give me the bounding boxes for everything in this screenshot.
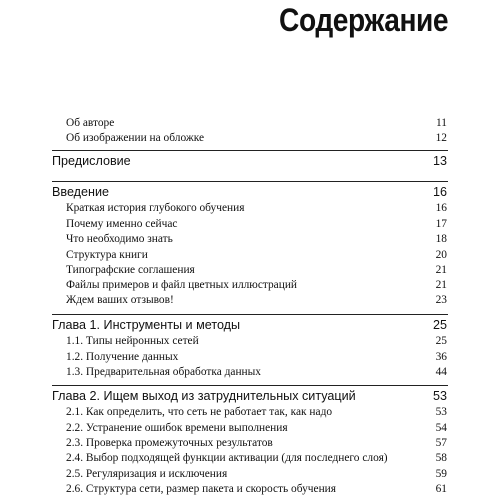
toc-entry-page: 53 [435,406,447,418]
toc-entry[interactable] [66,468,447,484]
toc-entry-label: 2.5. Регуляризация и исключения [66,468,228,480]
section-divider [52,385,448,386]
toc-entry-about-author[interactable] [66,117,447,133]
toc-entry-label: Типографские соглашения [66,264,195,276]
toc-entry[interactable] [66,249,447,265]
toc-entry-label: Об изображении на обложке [66,132,205,144]
toc-entry-label: 2.1. Как определить, что сеть не работает так, как надо [66,406,333,418]
toc-entry-page: 13 [432,154,447,168]
toc-entry-page: 16 [435,202,447,214]
toc-entry-label: Ждем ваших отзывов! [66,294,174,306]
toc-heading-label: Глава 1. Инструменты и методы [52,318,241,332]
toc-entry[interactable] [66,218,447,234]
toc-entry-page: 16 [432,185,447,199]
toc-heading-label: Предисловие [52,154,131,168]
toc-heading-label: Глава 2. Ищем выход из затруднительных ситуаций [52,389,356,403]
toc-entry-label: 2.2. Устранение ошибок времени выполнения [66,422,288,434]
toc-entry-page: 25 [435,335,447,347]
toc-entry-page: 20 [435,249,447,261]
toc-entry-page: 23 [435,294,447,306]
toc-entry-label: Почему именно сейчас [66,218,178,230]
toc-entry-label: Об авторе [66,117,115,129]
toc-entry[interactable] [66,437,447,453]
toc-entry[interactable] [66,233,447,249]
toc-entry-page: 36 [435,351,447,363]
toc-entry[interactable] [66,202,447,218]
toc-entry-page: 61 [435,483,447,495]
toc-entry-label: Структура книги [66,249,148,261]
toc-heading-preface[interactable] [52,154,447,170]
toc-entry[interactable] [66,351,447,367]
toc-entry[interactable] [66,406,447,422]
toc-entry[interactable] [66,366,447,382]
toc-entry-page: 21 [435,264,447,276]
toc-heading-label: Введение [52,185,110,199]
toc-entry-page: 18 [435,233,447,245]
toc-entry[interactable] [66,452,447,468]
toc-entry-label: Краткая история глубокого обучения [66,202,245,214]
toc-entry-page: 25 [432,318,447,332]
toc-entry-page: 21 [435,279,447,291]
toc-entry[interactable] [66,335,447,351]
toc-entry-page: 54 [435,422,447,434]
toc-entry-label: 2.6. Структура сети, размер пакета и скорость обучения [66,483,337,495]
toc-entry-label: 2.4. Выбор подходящей функции активации (для последнего слоя) [66,452,388,464]
toc-entry-page: 53 [432,389,447,403]
toc-entry[interactable] [66,264,447,280]
section-divider [52,181,448,182]
toc-entry-label: 1.3. Предварительная обработка данных [66,366,261,378]
toc-entry-label: 1.1. Типы нейронных сетей [66,335,199,347]
toc-heading-chapter-1[interactable] [52,318,447,334]
toc-entry[interactable] [66,294,447,310]
toc-heading-chapter-2[interactable] [52,389,447,405]
toc-entry-page: 57 [435,437,447,449]
toc-entry-page: 11 [436,117,447,129]
toc-entry-about-cover[interactable] [66,132,447,148]
toc-entry[interactable] [66,422,447,438]
toc-entry-label: Что необходимо знать [66,233,173,245]
toc-entry-label: 1.2. Получение данных [66,351,179,363]
toc-entry-page: 58 [435,452,447,464]
toc-entry-page: 12 [435,132,447,144]
toc-entry[interactable] [66,483,447,499]
section-divider [52,314,448,315]
toc-entry-page: 44 [435,366,447,378]
toc-entry-page: 17 [435,218,447,230]
toc-entry-label: Файлы примеров и файл цветных иллюстраций [66,279,298,291]
toc-entry-page: 59 [435,468,447,480]
page-title: Содержание [278,2,448,38]
toc-entry[interactable] [66,279,447,295]
section-divider [52,150,448,151]
toc-entry-label: 2.3. Проверка промежуточных результатов [66,437,273,449]
toc-heading-introduction[interactable] [52,185,447,201]
